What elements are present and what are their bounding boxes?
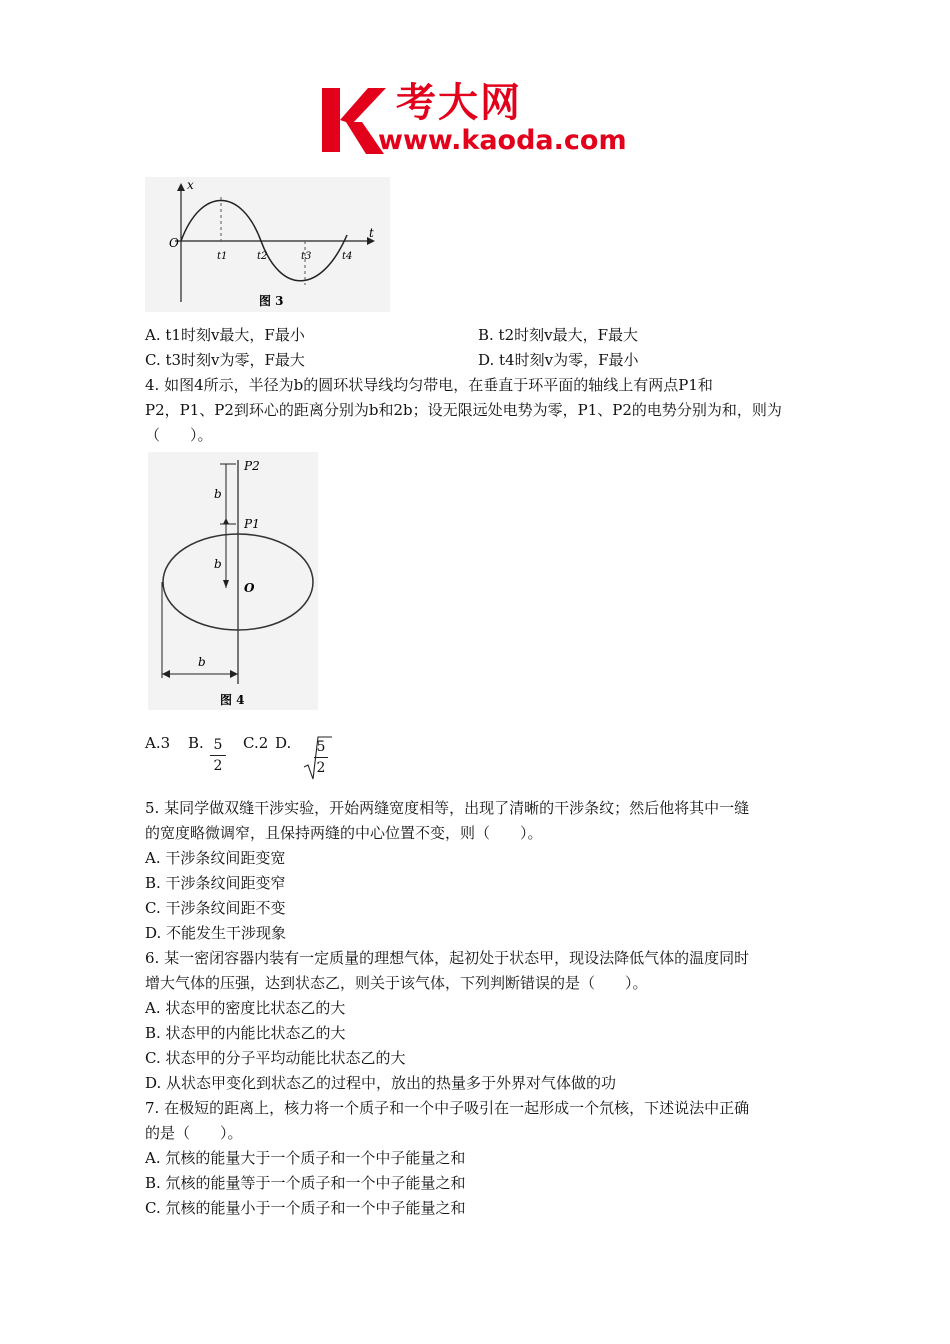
q4-option-d-fraction (314, 739, 328, 776)
q7-option-b: B. 氘核的能量等于一个质子和一个中子能量之和 (145, 1174, 466, 1192)
q3-option-b: B. t2时刻v最大，F最大 (478, 326, 639, 344)
q5-option-d: D. 不能发生干涉现象 (145, 924, 287, 942)
q6-option-a: A. 状态甲的密度比状态乙的大 (145, 999, 346, 1017)
tick-t2: t2 (257, 251, 268, 262)
q4-option-b-fraction (210, 737, 226, 774)
tick-t4: t4 (342, 251, 353, 262)
q3-option-c: C. t3时刻v为零，F最大 (145, 351, 305, 369)
q6-option-c: C. 状态甲的分子平均动能比状态乙的大 (145, 1049, 406, 1067)
label-p1: P1 (244, 517, 260, 531)
fraction-bar (314, 757, 328, 758)
q3-option-a: A. t1时刻v最大，F最小 (145, 326, 305, 344)
q3-option-d: D. t4时刻v为零，F最小 (478, 351, 639, 369)
q5-stem-line-2: 的宽度略微调窄，且保持两缝的中心位置不变，则（ ）。 (145, 824, 543, 842)
q6-option-b: B. 状态甲的内能比状态乙的大 (145, 1024, 346, 1042)
fraction-numerator: 5 (213, 737, 223, 753)
q4-option-a: A.3 (145, 734, 171, 752)
q7-stem-line-1: 7. 在极短的距离上，核力将一个质子和一个中子吸引在一起形成一个氘核，下述说法中正确 (145, 1099, 750, 1117)
fraction-numerator: 5 (316, 739, 326, 755)
origin-label: O (169, 236, 179, 250)
label-o: O (244, 581, 255, 595)
q5-option-c: C. 干涉条纹间距不变 (145, 899, 286, 917)
logo-url-text: www.kaoda.com (378, 125, 627, 156)
figure-3-caption: 图 3 (259, 294, 284, 308)
figure-4-caption: 图 4 (220, 693, 245, 707)
axis-x-label: x (187, 178, 194, 192)
axis-t-label: t (369, 226, 374, 240)
q4-option-d: D. (275, 734, 292, 752)
q5-option-a: A. 干涉条纹间距变宽 (145, 849, 286, 867)
fraction-denominator: 2 (213, 758, 223, 774)
q7-option-c: C. 氘核的能量小于一个质子和一个中子能量之和 (145, 1199, 466, 1217)
label-p2: P2 (244, 459, 260, 473)
tick-t1: t1 (217, 251, 228, 262)
figure-3-sine-graph (145, 177, 390, 312)
q4-option-c: C.2 (243, 734, 269, 752)
q6-stem-line-2: 增大气体的压强，达到状态乙，则关于该气体，下列判断错误的是（ ）。 (145, 974, 648, 992)
label-b-upper: b (214, 487, 222, 501)
q6-stem-line-1: 6. 某一密闭容器内装有一定质量的理想气体，起初处于状态甲，现设法降低气体的温度同时 (145, 949, 750, 967)
q4-stem-line-3: （ ）。 (145, 426, 213, 444)
q5-stem-line-1: 5. 某同学做双缝干涉实验，开始两缝宽度相等，出现了清晰的干涉条纹；然后他将其中一缝 (145, 799, 750, 817)
q6-option-d: D. 从状态甲变化到状态乙的过程中，放出的热量多于外界对气体做的功 (145, 1074, 617, 1092)
figure-4-ring-diagram (148, 452, 318, 710)
kaoda-logo (318, 80, 648, 160)
q4-stem-line-1: 4. 如图4所示，半径为b的圆环状导线均匀带电，在垂直于环平面的轴线上有两点P1和 (145, 376, 713, 394)
q7-option-a: A. 氘核的能量大于一个质子和一个中子能量之和 (145, 1149, 466, 1167)
q7-stem-line-2: 的是（ ）。 (145, 1124, 243, 1142)
q4-stem-line-2: P2，P1、P2到环心的距离分别为b和2b；设无限远处电势为零，P1、P2的电势分别为和，则为 (145, 401, 782, 419)
fraction-bar (210, 755, 226, 756)
logo-brand-text: 考大网 (396, 80, 522, 126)
label-b-lower: b (214, 557, 222, 571)
q5-option-b: B. 干涉条纹间距变窄 (145, 874, 286, 892)
label-b-radius: b (198, 655, 206, 669)
tick-t3: t3 (301, 251, 312, 262)
fraction-denominator: 2 (316, 760, 326, 776)
q4-option-b: B. (188, 734, 204, 752)
